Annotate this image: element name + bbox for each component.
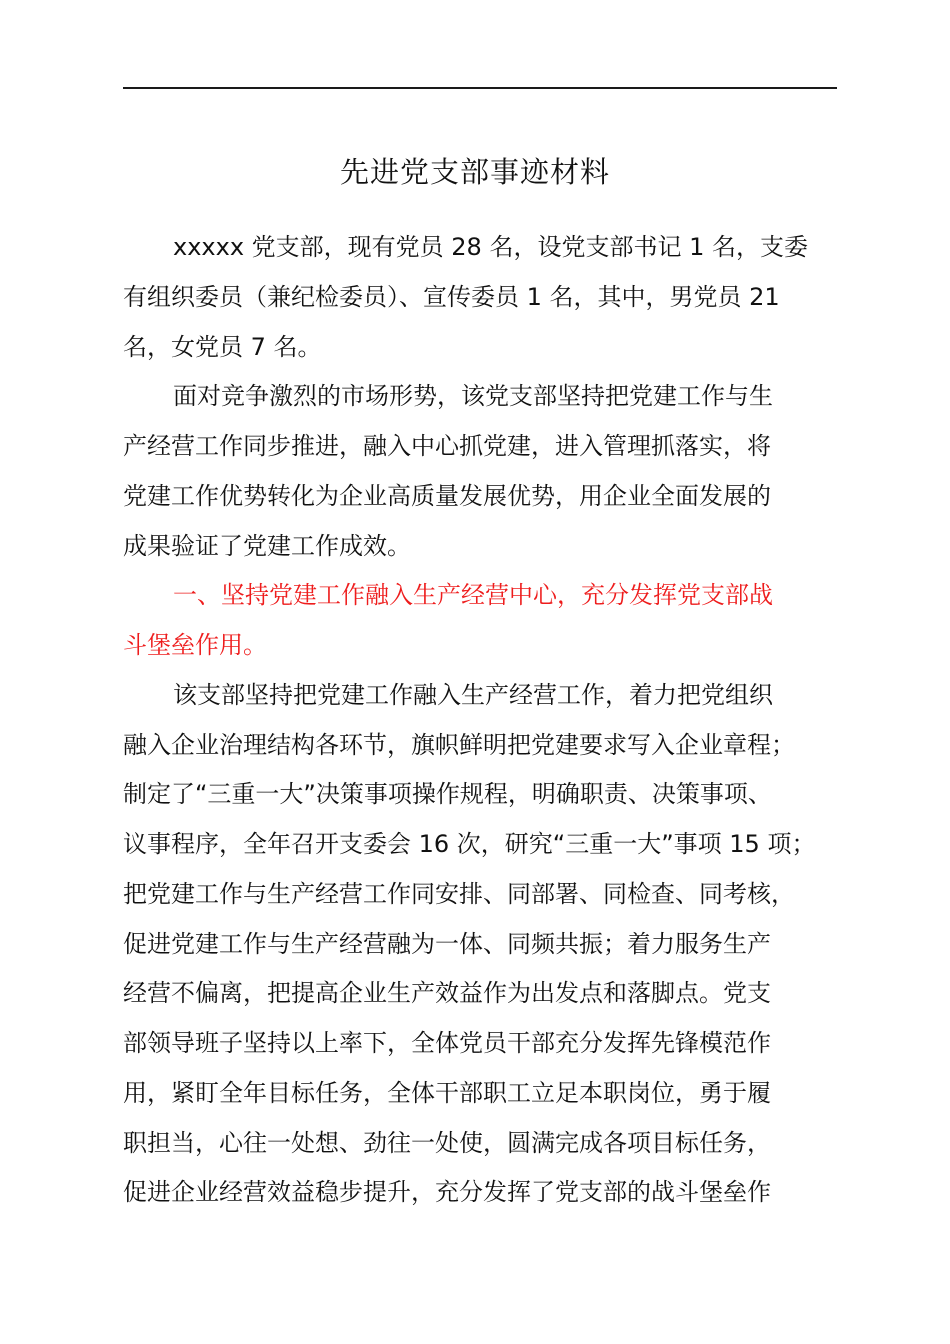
paragraph-line: 用，紧盯全年目标任务，全体干部职工立足本职岗位，勇于履 <box>123 1079 771 1107</box>
paragraph-line: 把党建工作与生产经营工作同安排、同部署、同检查、同考核， <box>123 880 795 908</box>
paragraph-line: 成果验证了党建工作成效。 <box>123 532 411 560</box>
paragraph-line: 促进党建工作与生产经营融为一体、同频共振；着力服务生产 <box>123 930 771 958</box>
paragraph-line: 制定了“三重一大”决策事项操作规程，明确职责、决策事项、 <box>123 780 772 808</box>
paragraph-line: 党建工作优势转化为企业高质量发展优势，用企业全面发展的 <box>123 482 771 510</box>
header-rule <box>123 87 837 89</box>
paragraph-line: 议事程序，全年召开支委会 16 次，研究“三重一大”事项 15 项； <box>123 830 816 858</box>
paragraph-line: 名，女党员 7 名。 <box>123 333 322 361</box>
paragraph-line: 融入企业治理结构各环节，旗帜鲜明把党建要求写入企业章程； <box>123 731 795 759</box>
paragraph-line: 产经营工作同步推进，融入中心抓党建，进入管理抓落实，将 <box>123 432 771 460</box>
paragraph-line: 经营不偏离，把提高企业生产效益作为出发点和落脚点。党支 <box>123 979 771 1007</box>
paragraph-line: xxxxx 党支部，现有党员 28 名，设党支部书记 1 名，支委 <box>173 233 808 261</box>
paragraph-line: 促进企业经营效益稳步提升，充分发挥了党支部的战斗堡垒作 <box>123 1178 771 1206</box>
paragraph-line: 部领导班子坚持以上率下，全体党员干部充分发挥先锋模范作 <box>123 1029 771 1057</box>
section-heading-line: 斗堡垒作用。 <box>123 631 267 659</box>
paragraph-line: 有组织委员（兼纪检委员）、宣传委员 1 名，其中，男党员 21 <box>123 283 780 311</box>
paragraph-line: 职担当，心往一处想、劲往一处使，圆满完成各项目标任务， <box>123 1129 771 1157</box>
section-heading-line: 一、坚持党建工作融入生产经营中心，充分发挥党支部战 <box>173 581 773 609</box>
paragraph-line: 面对竞争激烈的市场形势，该党支部坚持把党建工作与生 <box>173 382 773 410</box>
document-title: 先进党支部事迹材料 <box>339 155 610 189</box>
paragraph-line: 该支部坚持把党建工作融入生产经营工作，着力把党组织 <box>173 681 773 709</box>
